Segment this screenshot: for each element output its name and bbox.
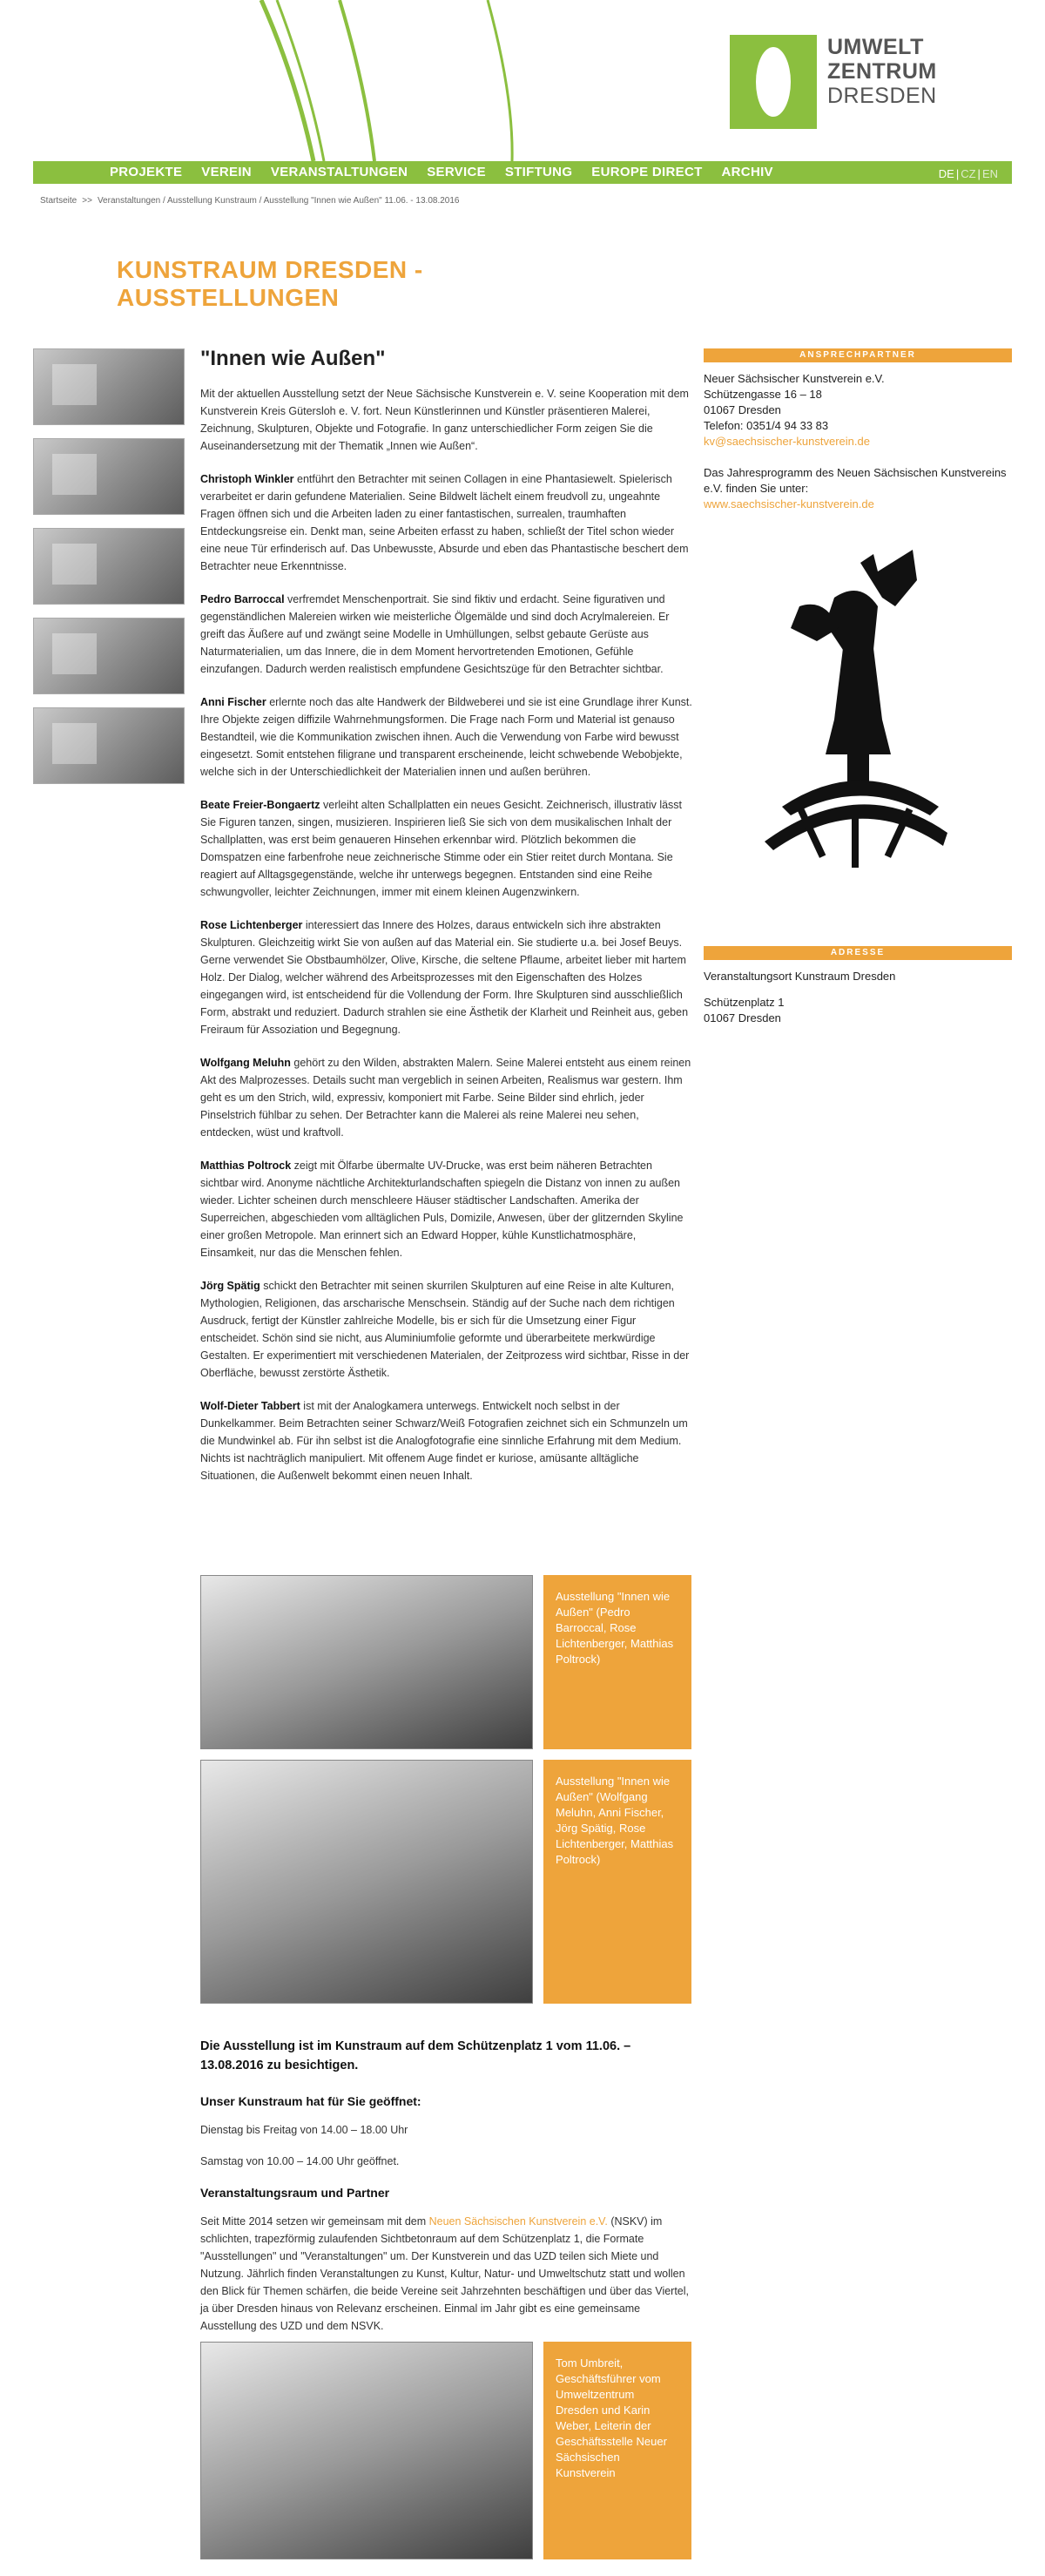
gallery-thumbnail[interactable] [33, 348, 185, 425]
nav-item-archiv[interactable]: ARCHIV [721, 164, 773, 179]
photo-caption: Tom Umbreit, Geschäftsführer vom Umweltzentrum Dresden und Karin Weber, Leiterin der Geschäftsstelle Neuer Sächsischen Kunstverein [543, 2342, 691, 2559]
logo-mark-icon [730, 35, 817, 129]
contact-details: Neuer Sächsischer Kunstverein e.V. Schützengasse 16 – 18 01067 Dresden Telefon: 0351/4 94 33 83 kv@saechsischer-kunstverein.de Das Jahresprogramm des Neuen Sächsischen Kunstvereins e.V. finden Sie unter: www.saechsischer-kunstverein.de [704, 371, 1012, 512]
artist-paragraph: Beate Freier-Bongaertz verleiht alten Schallplatten ein neues Gesicht. Zeichnerisch, illustrativ lässt Sie Figuren tanzen, singen, musizieren. Inspirieren ließ Sie sich von dem musikalischen Inhalt der Schallplatten, was erst beim genaueren Hinsehen erkennbar wird. Plötzlich bekommen die Domspatzen eine farbenfrohe neue zeichnerische Stimme oder ein Stier reitet durch Montana. Sie reagiert auf Alltagsgegenstände, welche ihr unterwegs begegnen. Entstanden sind eine Reihe schwungvoller, leichter Zeichnungen, immer mit einem kleinen Augenzwinkern. [200, 799, 683, 898]
contact-box [704, 348, 1012, 881]
angel-statue-illustration [730, 545, 956, 876]
exhibition-info [200, 2037, 692, 2349]
address-heading: ADRESSE [704, 946, 1012, 960]
photo-caption: Ausstellung "Innen wie Außen" (Pedro Barroccal, Rose Lichtenberger, Matthias Poltrock) [543, 1575, 691, 1749]
breadcrumb-current: Veranstaltungen / Ausstellung Kunstraum / Ausstellung "Innen wie Außen" 11.06. - 13.08.2016 [97, 196, 460, 206]
lang-en[interactable]: EN [981, 167, 998, 180]
partners-photo[interactable] [200, 2342, 533, 2559]
exhibition-photo[interactable] [200, 1760, 533, 2004]
nav-items [110, 163, 792, 183]
partner-heading: Veranstaltungsraum und Partner [200, 2186, 390, 2200]
artist-paragraph: Wolf-Dieter Tabbert ist mit der Analogkamera unterwegs. Entwickelt noch selbst in der Dunkelkammer. Beim Betrachten seiner Schwarz/Weiß Fotografien zeichnet sich ein Schmunzeln um die Mundwinkel ab. Für ihn selbst ist die Analogfotografie eine sinnliche Erfahrung mit dem Medium. Nichts ist nachträglich manipuliert. Mit offenem Auge findet er kuriose, amüsante alltägliche Situationen, die Außenwelt bekommt einen neuen Inhalt. [200, 1400, 688, 1482]
partner-paragraph: Seit Mitte 2014 setzen wir gemeinsam mit dem Neuen Sächsischen Kunstverein e.V. (NSKV) im schlichten, trapezförmig zulaufenden Sichtbetonraum auf dem Schützenplatz 1, die Formate "Ausstellungen" und "Veranstaltungen" um. Der Kunstverein und das UZD teilen sich Miete und Nutzung. Jährlich finden Veranstaltungen zu Kunst, Kultur, Natur- und Umweltschutz statt und wollen den Blick für Themen schärfen, die beide Vereine seit Jahrzehnten beschäftigen und über das Viertel, ja über Dresden hinaus von Relevanz erscheinen. Einmal im Jahr gibt es eine gemeinsame Ausstellung des UZD und dem NSVK. [200, 2215, 690, 2332]
artist-name: Wolf-Dieter Tabbert [200, 1400, 300, 1412]
nav-item-europe-direct[interactable]: EUROPE DIRECT [591, 164, 703, 179]
gallery-thumbnail[interactable] [33, 438, 185, 515]
contact-email-link[interactable]: kv@saechsischer-kunstverein.de [704, 435, 870, 448]
artist-paragraph: Jörg Spätig schickt den Betrachter mit seinen skurrilen Skulpturen auf eine Reise in alte Kulturen, Mythologien, Religionen, das arscharische Menschsein. Ständig auf der Suche nach dem richtigen Ausdruck, fertigt der Künstler zahlreiche Modelle, bis er sich für die Umsetzung einer Figur entscheidet. Schön sind sie nicht, aus Aluminiumfolie geformte und überarbeitete merkwürdige Gestalten. Er experimentiert mit verschiedenen Materialen, der Zeitprozess wird sichtbar, Risse in der Oberfläche, bewusst zerstörte Ästhetik. [200, 1280, 690, 1379]
artist-paragraph: Anni Fischer erlernte noch das alte Handwerk der Bildweberei und sie ist eine Grundlage ihrer Kunst. Ihre Objekte zeigen diffizile Wahrnehmungsformen. Die Frage nach Form und Material ist genauso Bestandteil, wie die Kommunikation zwischen ihnen. Auch die Verwendung von Farbe wird bewusst eingesetzt. Somit entstehen filigrane und transparent erscheinende, leicht schwebende Webobjekte, welche sich in der Unterschiedlichkeit der Materialien innen und außen berühren. [200, 696, 692, 778]
lang-cz[interactable]: CZ [961, 167, 976, 180]
logo-text: UMWELT ZENTRUM DRESDEN [827, 35, 937, 108]
artist-paragraph: Rose Lichtenberger interessiert das Innere des Holzes, daraus entwickeln sich ihre abstrakten Skulpturen. Gleichzeitig wirkt Sie von außen auf das Material ein. Sie studierte u.a. bei Josef Beuys. Gerne verwendet Sie Obstbaumhölzer, Olive, Kirsche, die seltene Pflaume, arbeitet lieber mit hartem Holz. Der Dialog, welcher während des Arbeitsprozesses mit den Eigenschaften des Holzes eingegangen wird, ist entscheidend für die Vollendung der Form. Ihre Skulpturen sind ausschließlich Form, abstrakt und reduziert. Dadurch strahlen sie eine Ästhetik der Klarheit und Reinheit aus, geben Freiraum für Assoziation und Begegnung. [200, 919, 689, 1036]
nav-item-veranstaltungen[interactable]: VERANSTALTUNGEN [270, 164, 408, 179]
artist-name: Anni Fischer [200, 696, 266, 708]
nav-item-service[interactable]: SERVICE [427, 164, 486, 179]
nav-item-stiftung[interactable]: STIFTUNG [504, 164, 573, 179]
breadcrumb-home[interactable]: Startseite [40, 196, 78, 206]
photo-caption: Ausstellung "Innen wie Außen" (Wolfgang Meluhn, Anni Fischer, Jörg Spätig, Rose Lichtenberger, Matthias Poltrock) [543, 1760, 691, 2004]
article-intro: Mit der aktuellen Ausstellung setzt der Neue Sächsische Kunstverein e. V. seine Kooperation mit dem Kunstverein Kreis Gütersloh e. V. fort. Neun Künstlerinnen und Künstler präsentieren Malerei, Zeichnung, Skulpturen, Objekte und Fotografie. In ganz unterschiedlicher Form zeigen Sie die Auseinandersetzung mit der Thematik „Innen wie Außen“. [200, 388, 689, 452]
breadcrumb-separator: >> [82, 196, 92, 206]
artist-paragraph: Matthias Poltrock zeigt mit Ölfarbe übermalte UV-Drucke, was erst beim näheren Betrachten sichtbar wird. Anonyme nächtliche Architekturlandschaften spiegeln die Distanz von innen zu außen wieder. Lichter scheinen durch menschleere Häuser städtischer Landschaften. Amerika der Superreichen, abgeschieden vom alltäglichen Puls, Domizile, Anwesen, über der glitzernden Skyline einer großen Metropole. Man erinnert sich an Edward Hopper, kühle Kunstlichatmosphäre, Einsamkeit, nur das die Menschen fehlen. [200, 1160, 684, 1259]
opening-hours-heading: Unser Kunstraum hat für Sie geöffnet: [200, 2094, 421, 2108]
artist-name: Rose Lichtenberger [200, 919, 303, 931]
exhibition-photo[interactable] [200, 1575, 533, 1749]
exhibition-date: Die Ausstellung ist im Kunstraum auf dem Schützenplatz 1 vom 11.06. – 13.08.2016 zu besichtigen. [200, 2039, 631, 2072]
program-link[interactable]: www.saechsischer-kunstverein.de [704, 497, 874, 510]
artist-name: Jörg Spätig [200, 1280, 260, 1292]
page-title: KUNSTRAUM DRESDEN - AUSSTELLUNGEN [117, 256, 423, 311]
artist-name: Wolfgang Meluhn [200, 1057, 291, 1069]
main-nav [33, 161, 1012, 184]
artist-paragraph: Wolfgang Meluhn gehört zu den Wilden, abstrakten Malern. Seine Malerei entsteht aus einem reinen Akt des Malprozesses. Details sucht man vergeblich in seinen Arbeiten, Realismus war gestern. Ihm geht es um den Strich, wild, expressiv, komponiert mit Farbe. Seine Bilder sind ehrlich, jeder Pinselstrich fühlbar zu sehen. Der Betrachter kann die Malerei als reine Malerei neu sehen, entdecken, wüst und kraftvoll. [200, 1057, 691, 1139]
gallery-thumbnail[interactable] [33, 707, 185, 784]
article [200, 347, 692, 1500]
article-title: "Innen wie Außen" [200, 347, 386, 370]
artist-name: Matthias Poltrock [200, 1160, 292, 1172]
artist-paragraph: Christoph Winkler entführt den Betrachter mit seinen Collagen in eine Phantasiewelt. Spielerisch verarbeitet er darin gefundene Materialien. Seine Bildwelt lächelt einem freudvoll zu, ungeahnte Fragen öffnen sich und die Arbeiten laden zu einer fantastischen, surrealen, traumhaften Entdeckungsreise ein. Denkt man, seine Arbeiten erfasst zu haben, schließt der Titel schon wieder eine neue Tür erfinderisch auf. Das Unbewusste, Absurde und eben das Phantastische beschert dem Betrachter neue Erkenntnisse. [200, 473, 689, 572]
nav-item-projekte[interactable]: PROJEKTE [110, 164, 183, 179]
artist-name: Christoph Winkler [200, 473, 294, 485]
artist-name: Pedro Barroccal [200, 593, 285, 605]
contact-heading: ANSPRECHPARTNER [704, 348, 1012, 362]
gallery-thumbnail[interactable] [33, 618, 185, 694]
artist-paragraph: Pedro Barroccal verfremdet Menschenportrait. Sie sind fiktiv und erdacht. Seine figurativen und gegenständlichen Malereien wirken wie meisterliche Ölgemälde und sind doch Acrylmalereien. Er greift das Äußere auf und zwängt seine Modelle in Umhüllungen, selbst gebaute Gerüste aus Naturmaterialien, um das Innere, die in dem Moment hervortretenden Emotionen, Gefühle einzufangen. Dadurch werden realistisch empfundene Gesichtszüge für den Betrachter sichtbar. [200, 593, 670, 675]
gallery-thumbnail[interactable] [33, 528, 185, 605]
site-header [0, 0, 1045, 161]
artist-name: Beate Freier-Bongaertz [200, 799, 320, 811]
nav-item-verein[interactable]: VEREIN [201, 164, 252, 179]
address-details: Veranstaltungsort Kunstraum Dresden Schützenplatz 1 01067 Dresden [704, 970, 896, 1024]
address-box [704, 946, 1012, 1026]
partner-link[interactable]: Neuen Sächsischen Kunstverein e.V. [428, 2215, 608, 2228]
opening-hours-weekday: Dienstag bis Freitag von 14.00 – 18.00 Uhr [200, 2124, 408, 2136]
lang-de[interactable]: DE [938, 167, 954, 180]
breadcrumb [40, 194, 459, 207]
opening-hours-saturday: Samstag von 10.00 – 14.00 Uhr geöffnet. [200, 2155, 400, 2167]
decorative-swoosh-graphic [0, 0, 610, 161]
site-logo[interactable] [730, 35, 937, 129]
language-switcher: DE | CZ | EN [938, 167, 998, 180]
